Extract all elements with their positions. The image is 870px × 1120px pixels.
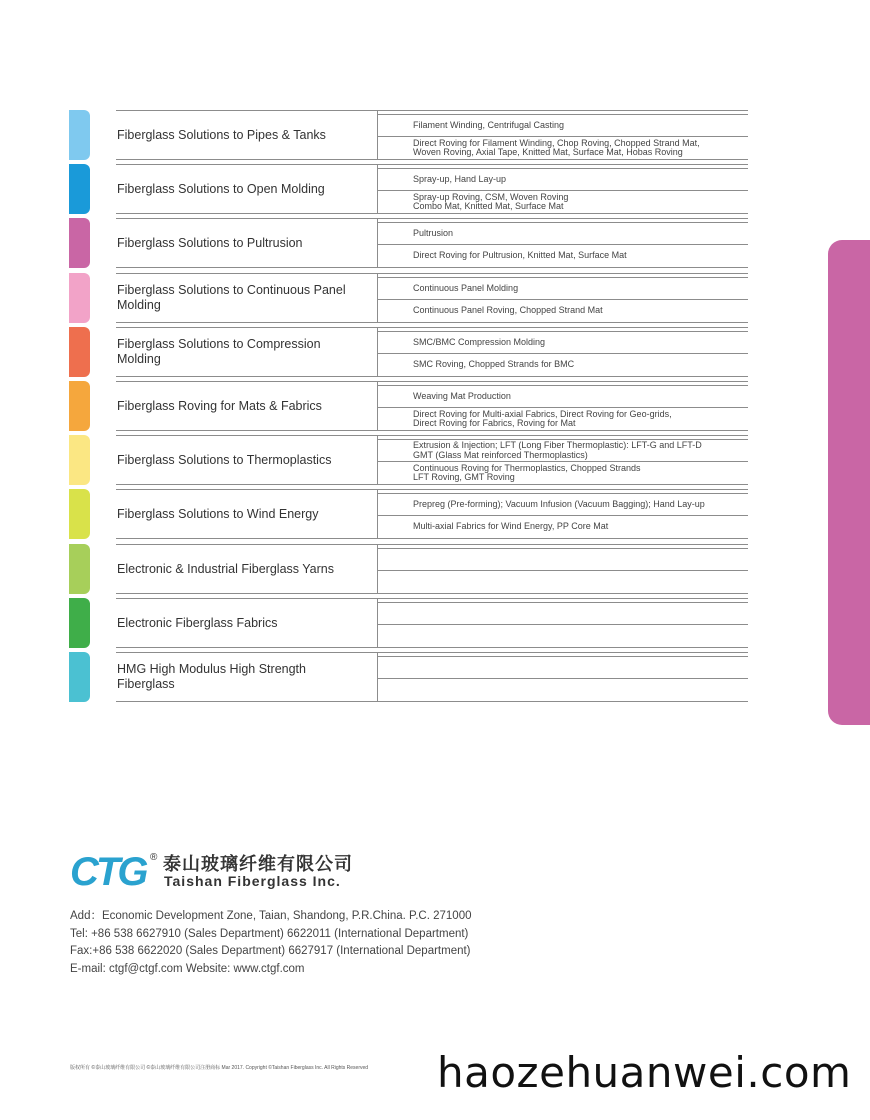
table-row <box>0 489 760 539</box>
products-cell <box>413 354 758 376</box>
products-cell <box>413 245 758 267</box>
company-english-name: Taishan Fiberglass Inc. <box>164 873 341 889</box>
table-row <box>0 327 760 377</box>
product-text: Continuous Panel Roving, Chopped Strand Mat <box>413 305 603 316</box>
color-tab <box>69 435 90 485</box>
process-cell <box>413 386 758 407</box>
process-text: Filament Winding, Centrifugal Casting <box>413 119 565 130</box>
process-cell <box>413 657 758 678</box>
product-text: Direct Roving for Filament Winding, Chop Roving, Chopped Strand Mat, <box>413 137 700 148</box>
products-cell <box>413 679 758 701</box>
process-text: Continuous Panel Molding <box>413 282 519 293</box>
color-tab <box>69 489 90 539</box>
color-tab <box>69 652 90 702</box>
table-row <box>0 435 760 485</box>
email-website-line: E-mail: ctgf@ctgf.com Website: www.ctgf.com <box>70 962 305 975</box>
side-tab <box>828 240 870 725</box>
category-text: Fiberglass Solutions to Continuous Panel Molding <box>117 283 346 312</box>
product-text: Multi-axial Fabrics for Wind Energy, PP Core Mat <box>413 521 609 532</box>
color-tab <box>69 273 90 323</box>
process-text: GMT (Glass Mat reinforced Thermoplastics) <box>413 449 588 460</box>
table-row <box>0 381 760 431</box>
process-text: Pultrusion <box>413 227 454 238</box>
process-cell <box>413 549 758 570</box>
color-tab <box>69 218 90 268</box>
tel-line: Tel: +86 538 6627910 (Sales Department) 6622011 (International Department) <box>70 927 469 940</box>
table-row <box>0 218 760 268</box>
product-text: Direct Roving for Pultrusion, Knitted Mat, Surface Mat <box>413 250 627 261</box>
color-tab <box>69 544 90 594</box>
color-tab <box>69 381 90 431</box>
table-row <box>0 110 760 160</box>
product-text: Continuous Roving for Thermoplastics, Chopped Strands <box>413 462 641 473</box>
category-label <box>117 218 367 268</box>
process-cell <box>413 440 758 461</box>
process-cell <box>413 603 758 624</box>
products-cell <box>413 516 758 538</box>
category-text: Fiberglass Solutions to Pultrusion <box>117 235 303 250</box>
process-text: Prepreg (Pre-forming); Vacuum Infusion (Vacuum Bagging); Hand Lay-up <box>413 498 705 509</box>
process-text: SMC/BMC Compression Molding <box>413 336 546 347</box>
color-tab <box>69 598 90 648</box>
rule-line <box>377 435 378 485</box>
category-text: Fiberglass Solutions to Wind Energy <box>117 506 319 521</box>
color-tab <box>69 327 90 377</box>
process-cell <box>413 223 758 244</box>
rule-line <box>377 110 378 160</box>
process-cell <box>413 115 758 136</box>
category-text: Fiberglass Solutions to Thermoplastics <box>117 452 332 467</box>
products-cell <box>413 300 758 322</box>
process-cell <box>413 169 758 190</box>
products-cell <box>413 571 758 593</box>
rule-line <box>377 273 378 323</box>
category-label <box>117 110 367 160</box>
company-chinese-name: 泰山玻璃纤维有限公司 <box>163 854 353 875</box>
category-text: Fiberglass Solutions to Compression Molding <box>117 337 321 366</box>
process-cell <box>413 494 758 515</box>
ctg-logo-icon <box>70 849 162 889</box>
svg-text:®: ® <box>150 852 158 863</box>
rule-line <box>377 544 378 594</box>
products-cell <box>413 137 758 159</box>
rule-line <box>377 327 378 377</box>
watermark-text: haozehuanwei.com <box>437 1048 852 1097</box>
category-label <box>117 489 367 539</box>
table-row <box>0 652 760 702</box>
product-text: Woven Roving, Axial Tape, Knitted Mat, Surface Mat, Hobas Roving <box>413 147 683 157</box>
category-text: Fiberglass Roving for Mats & Fabrics <box>117 398 322 413</box>
rule-line <box>377 598 378 648</box>
products-cell <box>413 462 758 484</box>
rule-line <box>377 381 378 431</box>
address-line: Add：Economic Development Zone, Taian, Shandong, P.R.China. P.C. 271000 <box>70 910 472 922</box>
process-text: Spray-up, Hand Lay-up <box>413 173 507 184</box>
category-label <box>117 327 367 377</box>
contact-block <box>70 908 471 978</box>
rule-line <box>377 164 378 214</box>
process-text: Weaving Mat Production <box>413 390 511 401</box>
product-text: Spray-up Roving, CSM, Woven Roving <box>413 191 569 202</box>
category-label <box>117 381 367 431</box>
rule-line <box>377 489 378 539</box>
products-cell <box>413 625 758 647</box>
color-tab <box>69 164 90 214</box>
category-text: HMG High Modulus High Strength Fiberglass <box>117 662 306 691</box>
product-text: SMC Roving, Chopped Strands for BMC <box>413 359 575 370</box>
product-text: Combo Mat, Knitted Mat, Surface Mat <box>413 201 564 211</box>
rule-line <box>377 218 378 268</box>
category-text: Fiberglass Solutions to Open Molding <box>117 181 325 196</box>
product-text: LFT Roving, GMT Roving <box>413 472 515 482</box>
table-row <box>0 273 760 323</box>
category-text: Fiberglass Solutions to Pipes & Tanks <box>117 127 326 142</box>
color-tab <box>69 110 90 160</box>
products-cell <box>413 408 758 430</box>
table-row <box>0 598 760 648</box>
process-cell <box>413 278 758 299</box>
category-label <box>117 652 367 702</box>
category-text: Electronic Fiberglass Fabrics <box>117 615 278 630</box>
table-row <box>0 544 760 594</box>
process-cell <box>413 332 758 353</box>
products-cell <box>413 191 758 213</box>
product-text: Direct Roving for Fabrics, Roving for Mat <box>413 418 576 428</box>
category-label <box>117 544 367 594</box>
fax-line: Fax:+86 538 6622020 (Sales Department) 6627917 (International Department) <box>70 945 471 957</box>
category-label <box>117 435 367 485</box>
process-text: Extrusion & Injection; LFT (Long Fiber Thermoplastic): LFT-G and LFT-D <box>413 440 702 450</box>
copyright-footer: 版权所有 ©泰山玻璃纤维有限公司 ©泰山玻璃纤维有限公司注册商标 Mar 2017. Copyright ©Taishan Fiberglass Inc. All Rights Reserved <box>70 1065 369 1071</box>
product-text: Direct Roving for Multi-axial Fabrics, Direct Roving for Geo-grids, <box>413 408 672 419</box>
rule-line <box>377 652 378 702</box>
category-label <box>117 273 367 323</box>
svg-text:CTG: CTG <box>70 850 146 889</box>
category-label <box>117 598 367 648</box>
category-label <box>117 164 367 214</box>
table-row <box>0 164 760 214</box>
category-text: Electronic & Industrial Fiberglass Yarns <box>117 561 334 576</box>
